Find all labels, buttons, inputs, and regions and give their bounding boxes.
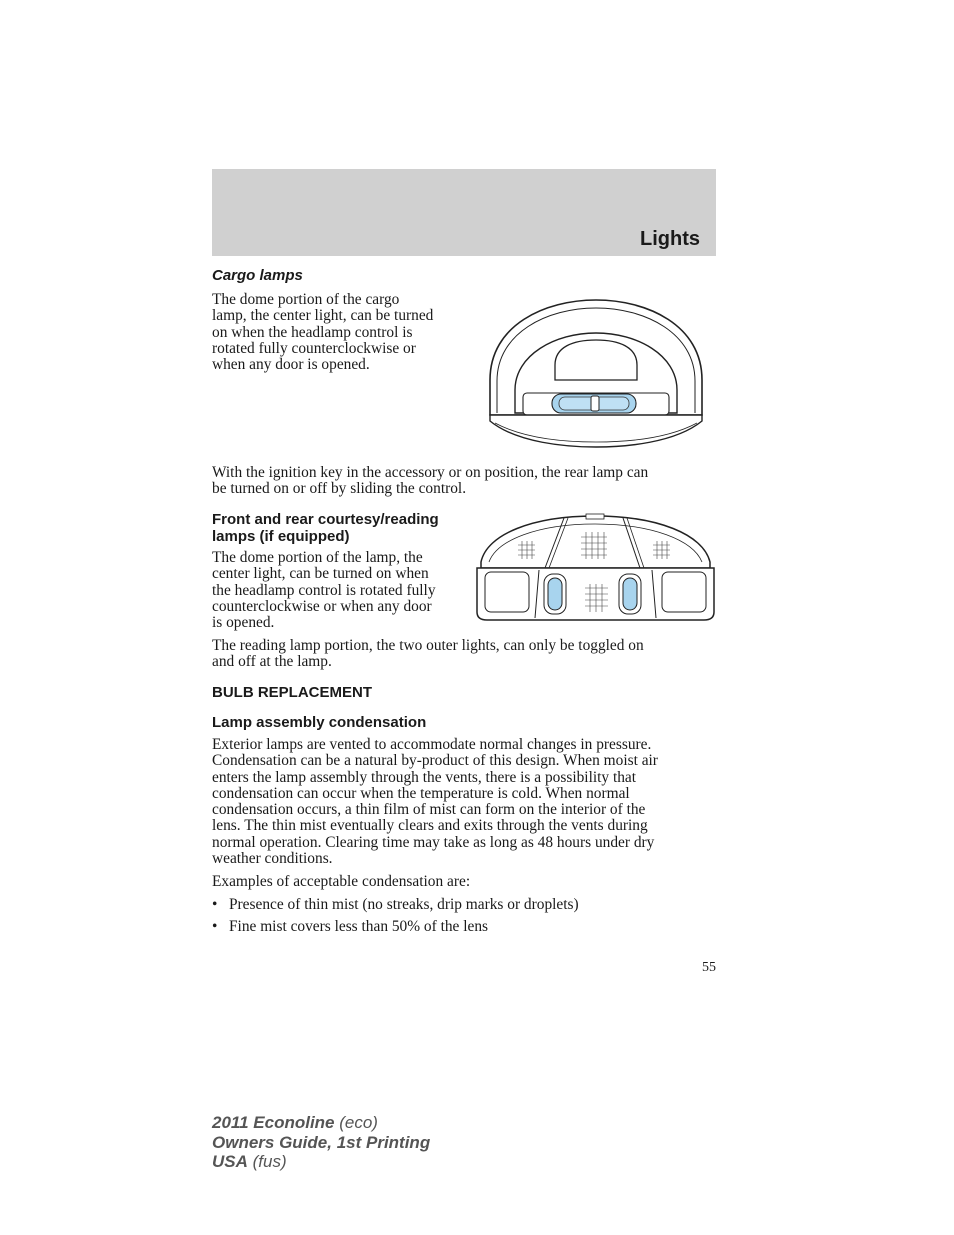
text-line: lens. The thin mist eventually clears and exits through the vents during	[212, 817, 648, 835]
overhead-console-illustration	[473, 512, 718, 624]
cargo-lamps-paragraph-2	[212, 465, 717, 498]
text-line: lamp, the center light, can be turned	[212, 307, 434, 325]
text-line: rotated fully counterclockwise or	[212, 339, 416, 357]
condensation-paragraph	[212, 737, 717, 867]
section-header-band	[212, 169, 716, 256]
cargo-lamps-paragraph	[212, 292, 472, 373]
text-line: The reading lamp portion, the two outer lights, can only be toggled on	[212, 637, 644, 654]
footer-line	[212, 1133, 430, 1153]
text-line: be turned on or off by sliding the control.	[212, 480, 467, 498]
text-line: Exterior lamps are vented to accommodate normal changes in pressure.	[212, 736, 652, 753]
footer-market: USA	[212, 1152, 248, 1171]
text-line: and off at the lamp.	[212, 653, 332, 671]
text-line: the headlamp control is rotated fully	[212, 581, 436, 599]
text-line: is opened.	[212, 614, 275, 632]
examples-intro: Examples of acceptable condensation are:	[212, 873, 471, 890]
list-item	[212, 919, 488, 935]
courtesy-lamps-paragraph	[212, 550, 472, 631]
bullet-icon: •	[212, 896, 218, 913]
text-line: With the ignition key in the accessory or on position, the rear lamp can	[212, 464, 649, 481]
heading-line: Front and rear courtesy/reading	[212, 511, 439, 528]
text-line: weather conditions.	[212, 850, 333, 868]
footer-model-code: (eco)	[334, 1113, 378, 1132]
text-line: condensation occurs, a thin film of mist can form on the interior of the	[212, 801, 646, 819]
text-line: The dome portion of the lamp, the	[212, 549, 423, 566]
footer-market-code: (fus)	[247, 1152, 287, 1171]
page-number: 55	[702, 960, 716, 975]
bullet-icon: •	[212, 918, 218, 935]
lamp-condensation-subheading: Lamp assembly condensation	[212, 714, 427, 731]
text-line: when any door is opened.	[212, 356, 370, 374]
list-item	[212, 897, 579, 913]
text-line: enters the lamp assembly through the vents, there is a possibility that	[212, 768, 637, 786]
cargo-lamps-heading: Cargo lamps	[212, 267, 303, 284]
list-item-text: Fine mist covers less than 50% of the lens	[229, 918, 489, 935]
footer-line	[212, 1113, 430, 1133]
footer-line	[212, 1152, 430, 1172]
cargo-lamp-illustration	[485, 295, 707, 450]
courtesy-lamps-paragraph-2	[212, 638, 717, 671]
text-line: Condensation can be a natural by-product of this design. When moist air	[212, 752, 658, 770]
text-line: normal operation. Clearing time may take as long as 48 hours under dry	[212, 833, 655, 851]
text-line: center light, can be turned on when	[212, 565, 429, 583]
text-line: counterclockwise or when any door	[212, 597, 432, 615]
text-line: on when the headlamp control is	[212, 323, 413, 341]
section-title: Lights	[640, 228, 700, 250]
courtesy-lamps-heading	[212, 511, 472, 545]
bulb-replacement-heading: BULB REPLACEMENT	[212, 684, 372, 701]
text-line: The dome portion of the cargo	[212, 291, 400, 308]
footer-edition: Owners Guide, 1st Printing	[212, 1132, 431, 1152]
text-line: condensation can occur when the temperature is cold. When normal	[212, 784, 630, 802]
heading-line: lamps (if equipped)	[212, 528, 350, 545]
footer-model: 2011 Econoline	[212, 1113, 335, 1132]
document-footer	[212, 1113, 430, 1172]
list-item-text: Presence of thin mist (no streaks, drip marks or droplets)	[229, 896, 579, 913]
